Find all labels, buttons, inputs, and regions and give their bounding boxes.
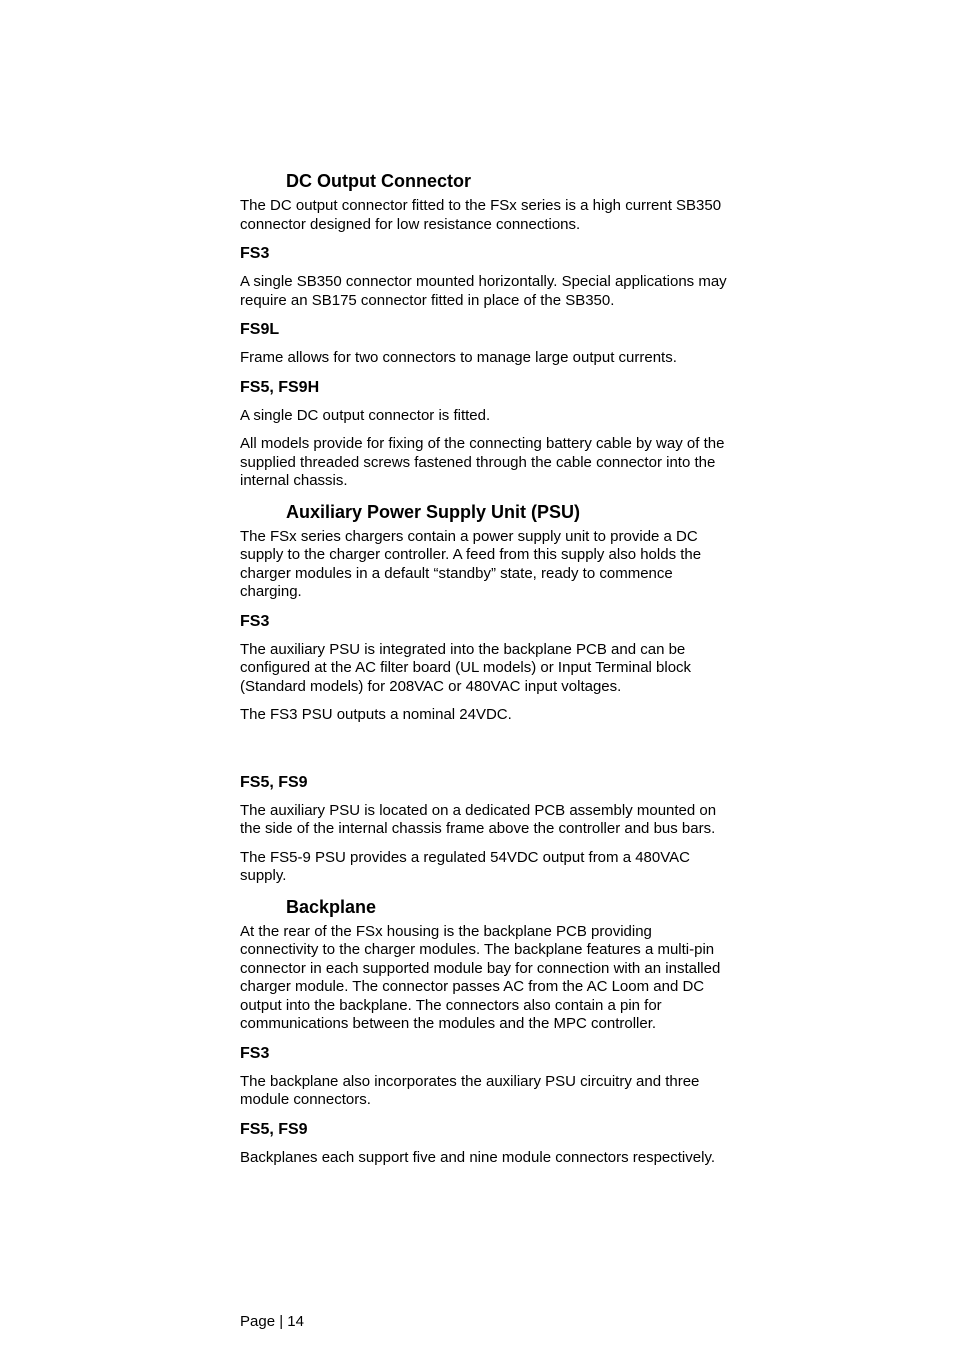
- subheading-fs9l: FS9L: [240, 321, 280, 338]
- paragraph: Frame allows for two connectors to manage large output currents.: [240, 349, 677, 366]
- spacer: [240, 735, 730, 773]
- subheading-fs5-fs9h: FS5, FS9H: [240, 378, 320, 396]
- paragraph: The DC output connector fitted to the FSx series is a high current SB350 connector designed for low resistance connections.: [240, 197, 722, 233]
- paragraph: At the rear of the FSx housing is the backplane PCB providing connectivity to the charger modules. The backplane features a multi-pin connector in each supported module bay for connection with an installed charger module. The connector passes AC from the AC Loom and DC output into the backplane. The connectors also contain a pin for communications between the modules and the MPC controller.: [240, 922, 721, 1032]
- subheading-fs3: FS3: [240, 612, 270, 630]
- heading-dc-output-connector: DC Output Connector: [286, 171, 471, 191]
- paragraph: A single SB350 connector mounted horizontally. Special applications may require an SB175 connector fitted in place of the SB350.: [240, 273, 727, 309]
- heading-auxiliary-psu: Auxiliary Power Supply Unit (PSU): [286, 501, 581, 522]
- paragraph: The auxiliary PSU is located on a dedicated PCB assembly mounted on the side of the internal chassis frame above the controller and bus bars.: [240, 801, 717, 837]
- document-body: [240, 170, 730, 1177]
- subheading-fs3: FS3: [240, 245, 270, 262]
- heading-backplane: Backplane: [286, 896, 377, 917]
- paragraph: The FSx series chargers contain a power supply unit to provide a DC supply to the charger controller. A feed from this supply also holds the charger modules in a default “standby” state, ready to commence charging.: [240, 527, 702, 600]
- subheading-fs5-fs9: FS5, FS9: [240, 1120, 308, 1138]
- paragraph: The FS5-9 PSU provides a regulated 54VDC output from a 480VAC supply.: [240, 848, 690, 884]
- page-number: Page | 14: [240, 1313, 304, 1330]
- paragraph: The FS3 PSU outputs a nominal 24VDC.: [240, 706, 512, 723]
- section-psu: [240, 501, 730, 886]
- paragraph: Backplanes each support five and nine module connectors respectively.: [240, 1148, 715, 1166]
- section-backplane: [240, 896, 730, 1168]
- paragraph: A single DC output connector is fitted.: [240, 406, 491, 424]
- paragraph: All models provide for fixing of the connecting battery cable by way of the supplied threaded screws fastened through the cable connector into the internal chassis.: [240, 435, 725, 489]
- paragraph: The backplane also incorporates the auxiliary PSU circuitry and three module connectors.: [240, 1072, 700, 1108]
- paragraph: The auxiliary PSU is integrated into the backplane PCB and can be configured at the AC filter board (UL models) or Input Terminal block (Standard models) for 208VAC or 480VAC input voltages.: [240, 640, 692, 695]
- subheading-fs3: FS3: [240, 1044, 270, 1062]
- subheading-fs5-fs9: FS5, FS9: [240, 773, 308, 791]
- section-dc-output: [240, 170, 730, 491]
